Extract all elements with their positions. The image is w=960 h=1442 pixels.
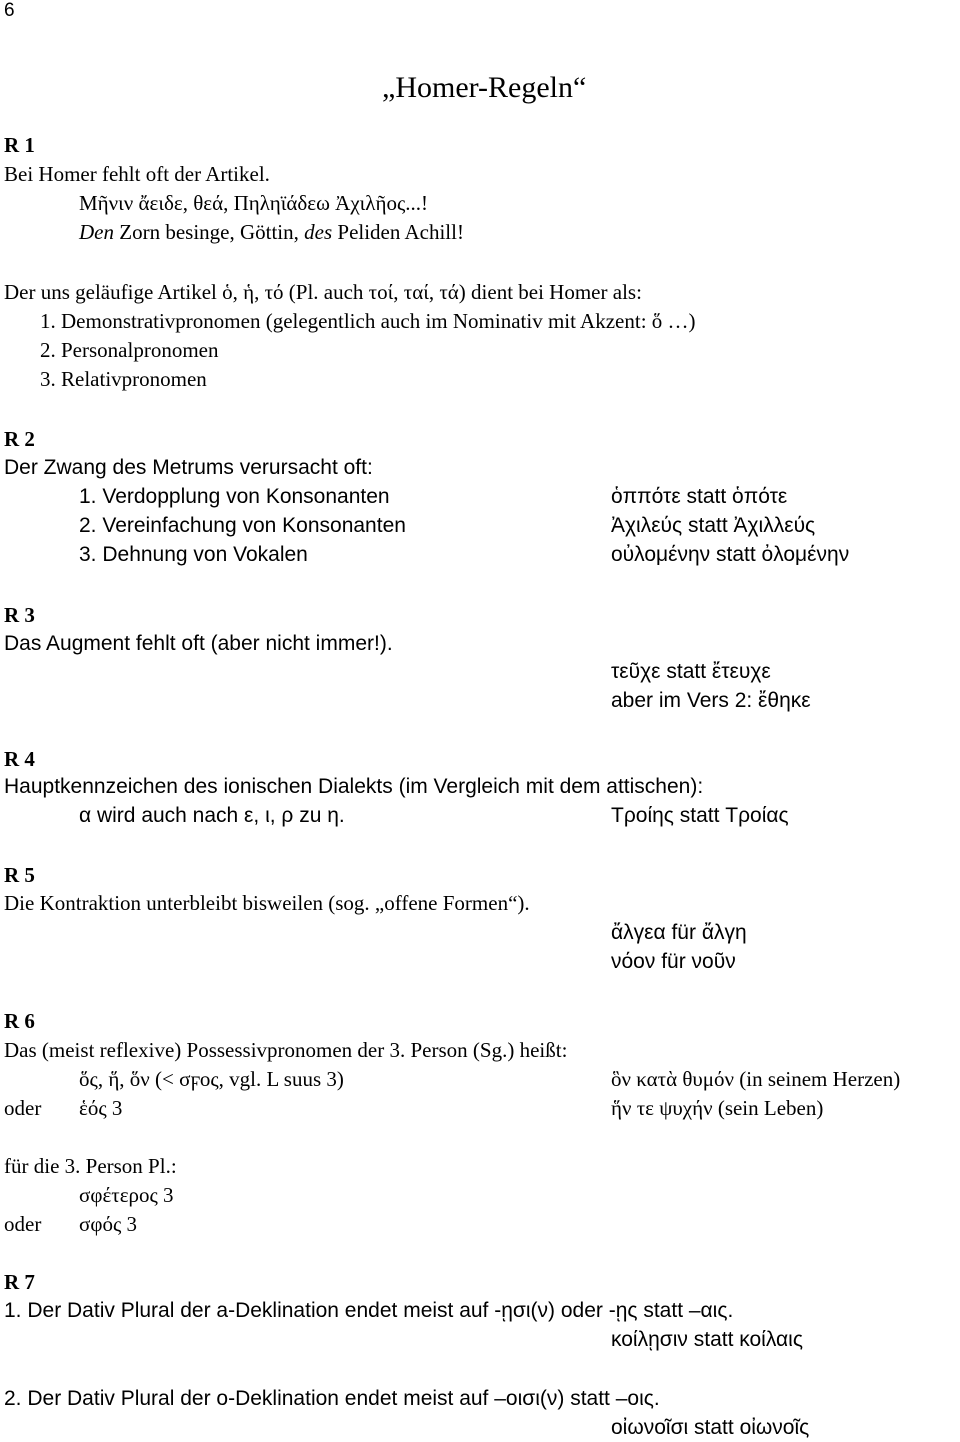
r6-forms: ὅς, ἥ, ὅν (< σϝος, vgl. L suus 3) xyxy=(79,1067,344,1091)
r4-example: Τροίης statt Τροίας xyxy=(611,804,789,827)
page-number: 6 xyxy=(4,0,15,21)
r6-plural-label: für die 3. Person Pl.: xyxy=(4,1154,177,1178)
r2-item-example: οὐλομένην statt ὀλομένην xyxy=(611,543,850,566)
rule-heading-r4: R 4 xyxy=(4,747,35,771)
r2-item-example: Ἀχιλεύς statt Ἀχιλλεύς xyxy=(611,514,816,537)
r7-example: κοίλῃσιν statt κοίλαις xyxy=(611,1328,803,1351)
r1-translation-den: Den xyxy=(79,220,114,244)
rule-heading-r2: R 2 xyxy=(4,427,35,451)
rule-heading-r5: R 5 xyxy=(4,863,35,887)
r2-item-label: 3. Dehnung von Vokalen xyxy=(79,543,308,566)
r4-rule: α wird auch nach ε, ι, ρ zu η. xyxy=(79,804,345,827)
rule-heading-r6: R 6 xyxy=(4,1009,35,1033)
r7-item: 1. Der Dativ Plural der a-Deklination endet meist auf -ῃσι(ν) oder -ῃς statt –αις. xyxy=(4,1299,734,1322)
page-title: „Homer-Regeln“ xyxy=(382,71,587,104)
r1-list-item: 3. Relativpronomen xyxy=(40,367,207,391)
r4-text: Hauptkennzeichen des ionischen Dialekts (im Vergleich mit dem attischen): xyxy=(4,775,704,798)
r3-example: τεῦχε statt ἔτευχε xyxy=(611,660,771,683)
r1-translation-des: des xyxy=(304,220,333,244)
r7-item: 2. Der Dativ Plural der o-Deklination endet meist auf –οισι(ν) statt –οις. xyxy=(4,1387,660,1410)
rule-heading-r3: R 3 xyxy=(4,603,35,627)
r2-text: Der Zwang des Metrums verursacht oft: xyxy=(4,456,373,479)
rule-heading-r7: R 7 xyxy=(4,1270,35,1294)
r1-translation-end: Peliden Achill! xyxy=(332,220,464,244)
r6-oder: oder xyxy=(4,1212,42,1236)
r5-example: ἄλγεα für ἄλγη xyxy=(611,921,747,944)
r6-oder: oder xyxy=(4,1096,42,1120)
r7-example: οἰωνοῖσι statt οἰωνοῖς xyxy=(611,1416,810,1439)
r6-text: Das (meist reflexive) Possessivpronomen der 3. Person (Sg.) heißt: xyxy=(4,1038,568,1062)
r2-item-label: 2. Vereinfachung von Konsonanten xyxy=(79,514,406,537)
r1-translation-mid: Zorn besinge, Göttin, xyxy=(114,220,305,244)
r1-text: Bei Homer fehlt oft der Artikel. xyxy=(4,162,270,186)
r3-example: aber im Vers 2: ἔθηκε xyxy=(611,689,811,712)
r6-example: ἥν τε ψυχήν (sein Leben) xyxy=(611,1096,824,1120)
r1-list-item: 2. Personalpronomen xyxy=(40,338,219,362)
r6-plural-form: σφέτερος 3 xyxy=(79,1183,174,1207)
r3-text: Das Augment fehlt oft (aber nicht immer!). xyxy=(4,632,393,655)
r1-list-item: 1. Demonstrativpronomen (gelegentlich auch im Nominativ mit Akzent: ὅ …) xyxy=(40,309,696,333)
r6-forms-alt: ἑός 3 xyxy=(79,1096,123,1120)
r1-greek-quote: Μῆνιν ἄειδε, θεά, Πηληϊάδεω Ἀχιλῆος...! xyxy=(79,191,429,215)
r1-article-line: Der uns geläufige Artikel ὁ, ἡ, τό (Pl. auch τοί, ταί, τά) dient bei Homer als: xyxy=(4,280,642,304)
rule-heading-r1: R 1 xyxy=(4,133,35,157)
r6-example: ὃν κατὰ θυμόν (in seinem Herzen) xyxy=(611,1067,901,1091)
r5-example: νόον für νοῦν xyxy=(611,950,736,973)
r1-translation xyxy=(79,219,464,245)
r2-item-label: 1. Verdopplung von Konsonanten xyxy=(79,485,390,508)
r5-text: Die Kontraktion unterbleibt bisweilen (sog. „offene Formen“). xyxy=(4,891,530,915)
r2-item-example: ὁππότε statt ὁπότε xyxy=(611,485,788,508)
r6-plural-form-alt: σφός 3 xyxy=(79,1212,138,1236)
